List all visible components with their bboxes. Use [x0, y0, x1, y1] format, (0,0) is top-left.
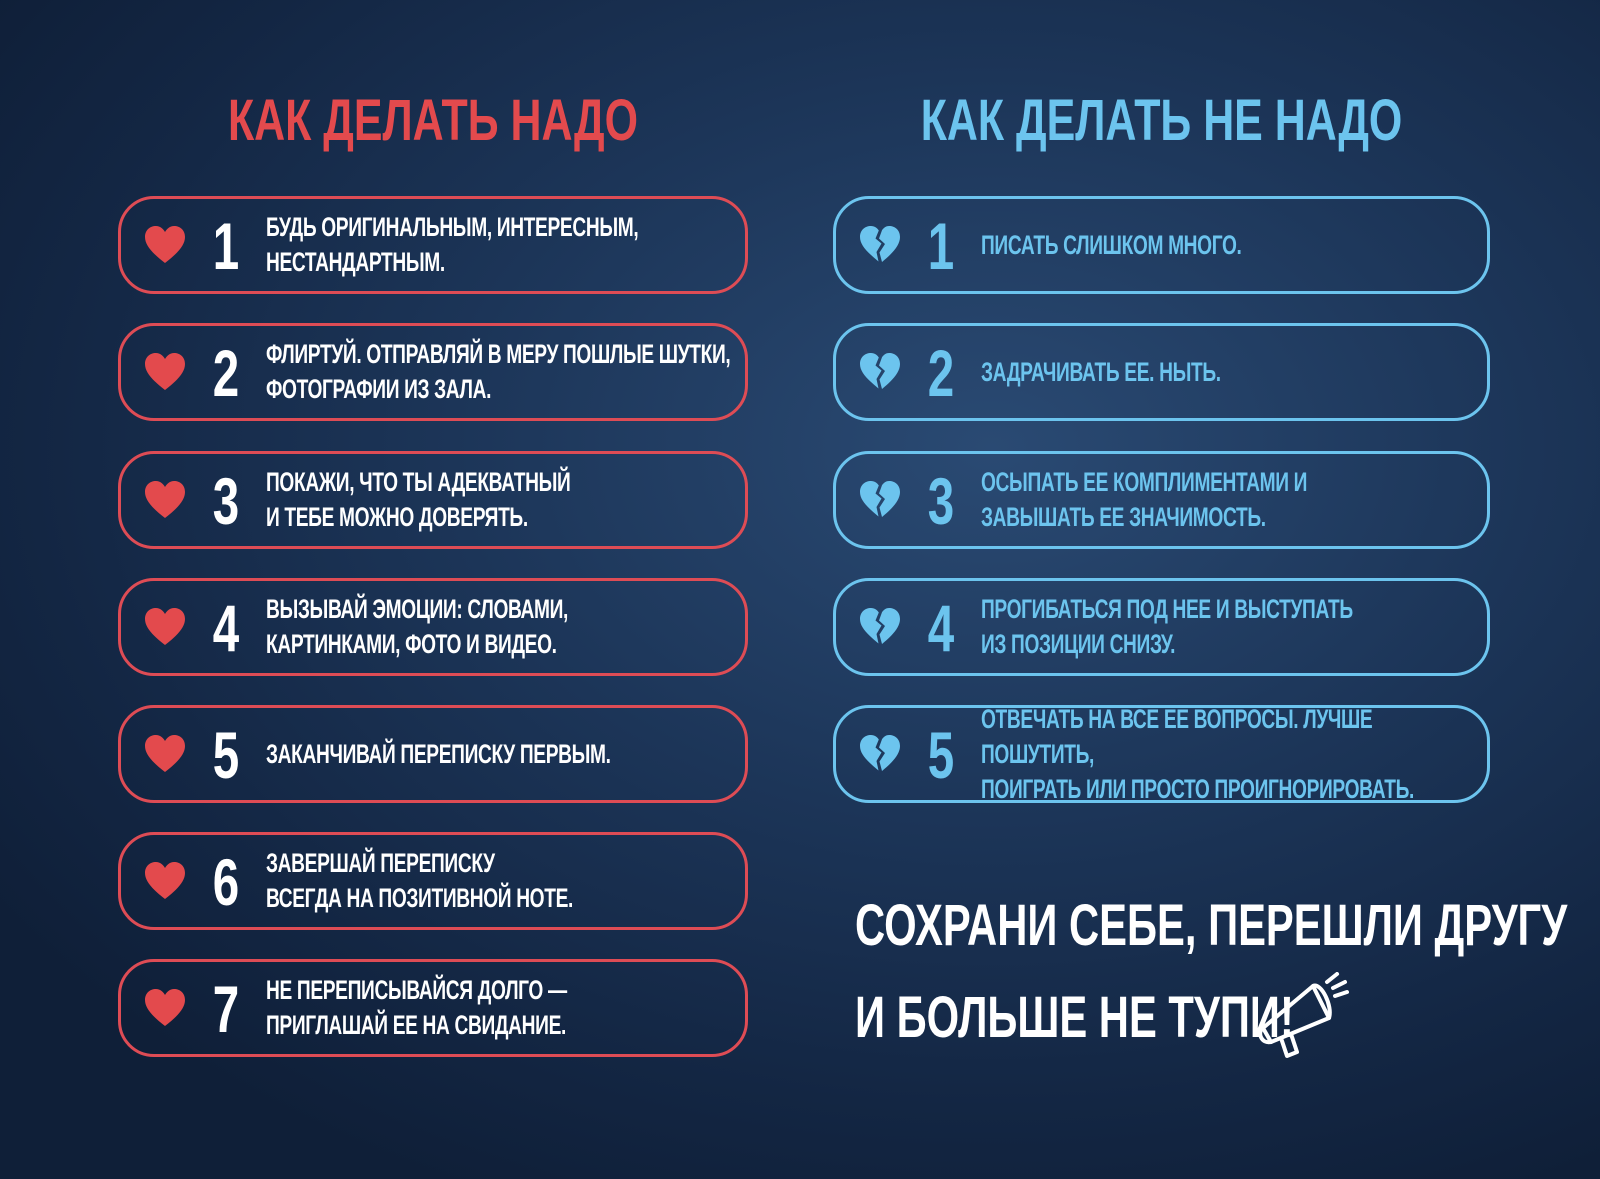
do-item-text: ЗАКАНЧИВАЙ ПЕРЕПИСКУ ПЕРВЫМ.	[266, 738, 611, 769]
broken-heart-icon	[859, 607, 901, 647]
do-item	[118, 705, 748, 803]
heart-icon	[144, 352, 186, 392]
broken-heart-icon	[859, 225, 901, 265]
do-item-number: 5	[212, 718, 240, 792]
dont-item	[833, 578, 1490, 676]
heart-icon	[144, 734, 186, 774]
do-item	[118, 832, 748, 930]
dont-item-text: ПРОГИБАТЬСЯ ПОД НЕЕ И ВЫСТУПАТЬ ИЗ ПОЗИЦИИ СНИЗУ.	[981, 594, 1353, 659]
do-item-number: 7	[212, 972, 240, 1046]
broken-heart-icon	[859, 734, 901, 774]
dont-item	[833, 705, 1490, 803]
do-item	[118, 323, 748, 421]
call-to-action	[855, 880, 1595, 1064]
broken-heart-icon	[859, 480, 901, 520]
heart-icon	[144, 225, 186, 265]
dont-column-title: КАК ДЕЛАТЬ НЕ НАДО	[920, 88, 1403, 153]
dont-item	[833, 323, 1490, 421]
do-item-text: ФЛИРТУЙ. ОТПРАВЛЯЙ В МЕРУ ПОШЛЫЕ ШУТКИ, ФОТОГРАФИИ ИЗ ЗАЛА.	[266, 339, 731, 404]
do-item-number: 2	[212, 336, 240, 410]
cta-line-1: СОХРАНИ СЕБЕ, ПЕРЕШЛИ ДРУГУ	[855, 893, 1568, 958]
heart-icon	[144, 861, 186, 901]
dont-item-text: ПИСАТЬ СЛИШКОМ МНОГО.	[981, 229, 1242, 260]
do-item-text: БУДЬ ОРИГИНАЛЬНЫМ, ИНТЕРЕСНЫМ, НЕСТАНДАРТНЫМ.	[266, 212, 639, 277]
do-item-text: ПОКАЖИ, ЧТО ТЫ АДЕКВАТНЫЙ И ТЕБЕ МОЖНО ДОВЕРЯТЬ.	[266, 467, 571, 532]
dont-item	[833, 196, 1490, 294]
do-item-number: 4	[212, 591, 240, 665]
do-item-number: 1	[212, 209, 240, 283]
cta-line-2: И БОЛЬШЕ НЕ ТУПИ!	[855, 985, 1294, 1050]
dont-item-text: ОТВЕЧАТЬ НА ВСЕ ЕЕ ВОПРОСЫ. ЛУЧШЕ ПОШУТИТЬ, ПОИГРАТЬ ИЛИ ПРОСТО ПРОИГНОРИРОВАТЬ.	[981, 703, 1414, 804]
do-column-title: КАК ДЕЛАТЬ НАДО	[227, 88, 639, 153]
do-item-text: НЕ ПЕРЕПИСЫВАЙСЯ ДОЛГО — ПРИГЛАШАЙ ЕЕ НА СВИДАНИЕ.	[266, 975, 567, 1040]
do-item-text: ВЫЗЫВАЙ ЭМОЦИИ: СЛОВАМИ, КАРТИНКАМИ, ФОТО И ВИДЕО.	[266, 594, 569, 659]
heart-icon	[144, 988, 186, 1028]
dont-item	[833, 451, 1490, 549]
dont-item-number: 4	[927, 591, 955, 665]
do-item	[118, 578, 748, 676]
dont-item-number: 1	[927, 209, 955, 283]
dont-item-number: 3	[927, 464, 955, 538]
dont-item-number: 5	[927, 718, 955, 792]
do-item-text: ЗАВЕРШАЙ ПЕРЕПИСКУ ВСЕГДА НА ПОЗИТИВНОЙ НОТЕ.	[266, 848, 573, 913]
do-item	[118, 451, 748, 549]
dont-item-text: ЗАДРАЧИВАТЬ ЕЕ. НЫТЬ.	[981, 356, 1221, 387]
do-item-number: 3	[212, 464, 240, 538]
heart-icon	[144, 480, 186, 520]
heart-icon	[144, 607, 186, 647]
megaphone-icon	[1255, 972, 1350, 1062]
do-item	[118, 959, 748, 1057]
broken-heart-icon	[859, 352, 901, 392]
dont-item-number: 2	[927, 336, 955, 410]
do-item-number: 6	[212, 845, 240, 919]
dont-item-text: ОСЫПАТЬ ЕЕ КОМПЛИМЕНТАМИ И ЗАВЫШАТЬ ЕЕ ЗНАЧИМОСТЬ.	[981, 467, 1308, 532]
do-item	[118, 196, 748, 294]
